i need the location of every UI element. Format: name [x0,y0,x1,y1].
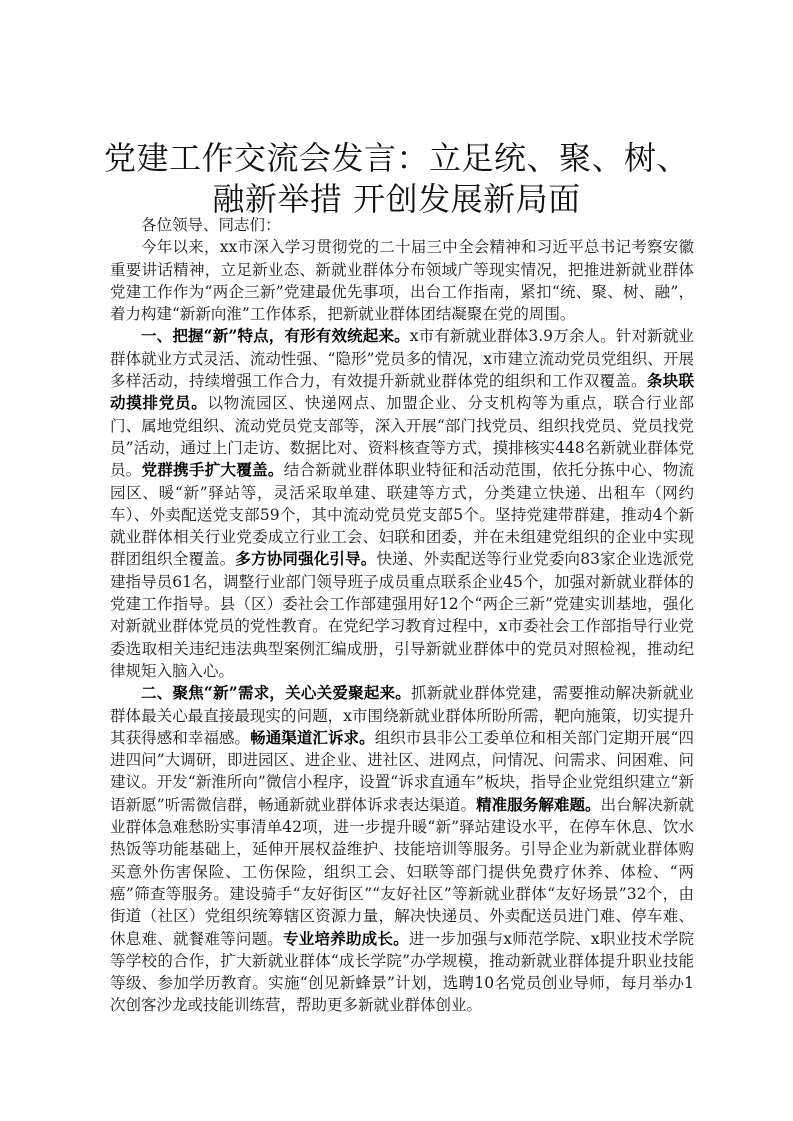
section-2-subheading-1: 畅通渠道汇诉求。 [250,727,375,747]
section-1-subheading-1: 条块联动摸排党员。 [110,371,694,413]
section-1-paragraph [110,325,694,682]
section-1-subheading-3: 多方协同强化引导。 [235,549,377,569]
intro-paragraph: 今年以来，xx市深入学习贯彻党的二十届三中全会精神和习近平总书记考察安徽重要讲话精神，立足新业态、新就业群体分布领域广等现实情况，把推进新就业群体党建工作作为“两企三新”党建最优先事项，出台工作指南，紧扣“统、聚、树、融”，着力构建“新新向淮”工作体系，把新就业群体团结凝聚在党的周围。 [110,238,694,324]
document-title: 党建工作交流会发言：立足统、聚、树、融新举措 开创发展新局面 [103,139,689,218]
section-1-text-4: 快递、外卖配送等行业党委向83家企业选派党建指导员61名，调整行业部门领导班子成员重点联系企业45个，加强对新就业群体的党建工作指导。县（区）委社会工作部建强用好12个“两企三新”党建实训基地，强化对新就业群体党员的党性教育。在党纪学习教育过程中，x市委社会工作部指导行业党委选取相关违纪违法典型案例汇编成册，引导新就业群体中的党员对照检视，推动纪律规矩入脑入心。 [110,550,694,680]
section-2-subheading-2: 精准服务解难题。 [476,794,601,814]
section-1-text-1: x市有新就业群体3.9万余人。针对新就业群体就业方式灵活、流动性强、“隐形”党员多的情况，x市建立流动党员党组织、开展多样活动，持续增强工作合力，有效提升新就业群体党的组织和工作双覆盖。 [110,327,694,391]
section-2-text-3: 出台解决新就业群体急难愁盼实事清单42项，进一步提升暖“新”驿站建设水平，在停车休息、饮水热饭等功能基础上，延伸开展权益维护、技能培训等服务。引导企业为新就业群体购买意外伤害保险、工伤保险，组织工会、妇联等部门提供免费疗休养、体检、“两癌”筛查等服务。建设骑手“友好街区”“友好社区”等新就业群体“友好场景”32个，由街道（社区）党组织统筹辖区资源力量，解决快递员、外卖配送员进门难、停车难、休息难、就餐难等问题。 [110,795,694,948]
section-1-text-3: 结合新就业群体职业特征和活动范围，依托分拣中心、物流园区、暖“新”驿站等，灵活采取单建、联建等方式，分类建立快递、出租车（网约车）、外卖配送党支部59个，其中流动党员党支部5个。坚持党建带群建，推动4个新就业群体相关行业党委成立行业工会、妇联和团委，并在未组建党组织的企业中实现群团组织全覆盖。 [110,461,694,569]
section-1-text-2: 以物流园区、快递网点、加盟企业、分支机构等为重点，联合行业部门、属地党组织、流动党员党支部等，深入开展“部门找党员、组织找党员、党员找党员”活动，通过上门走访、数据比对、资料核查等方式，摸排核实448名新就业群体党员。 [110,394,694,480]
salutation: 各位领导、同志们： [141,216,281,234]
document-body [110,214,694,1017]
section-1-heading: 一、把握“新”特点，有形有效统起来。 [141,326,410,346]
section-2-subheading-3: 专业培养助成长。 [283,928,409,948]
section-2-text-2: 组织市县非公工委单位和相关部门定期开展“四进四问”大调研，即进园区、进企业、进社区、进网点，问情况、问需求、问困难、问建议。开发“新淮所向”微信小程序，设置“诉求直通车”板块，指导企业党组织建立“新语新愿”听需微信群，畅通新就业群体诉求表达渠道。 [110,728,694,814]
section-2-text-1: 抓新就业群体党建，需要推动解决新就业群体最关心最直接最现实的问题，x市围绕新就业群体所盼所需，靶向施策，切实提升其获得感和幸福感。 [110,684,694,747]
section-2-text-4: 进一步加强与x师范学院、x职业技术学院等学校的合作，扩大新就业群体“成长学院”办学规模，推动新就业群体提升职业技能等级、参加学历教育。实施“创见新蜂景”计划，选聘10名党员创业导师，每月举办1次创客沙龙或技能训练营，帮助更多新就业群体创业。 [110,929,694,1015]
section-1-subheading-2: 党群携手扩大覆盖。 [141,460,284,480]
section-2-paragraph [110,682,694,1016]
section-2-heading: 二、聚焦“新”需求，关心关爱聚起来。 [141,683,412,703]
